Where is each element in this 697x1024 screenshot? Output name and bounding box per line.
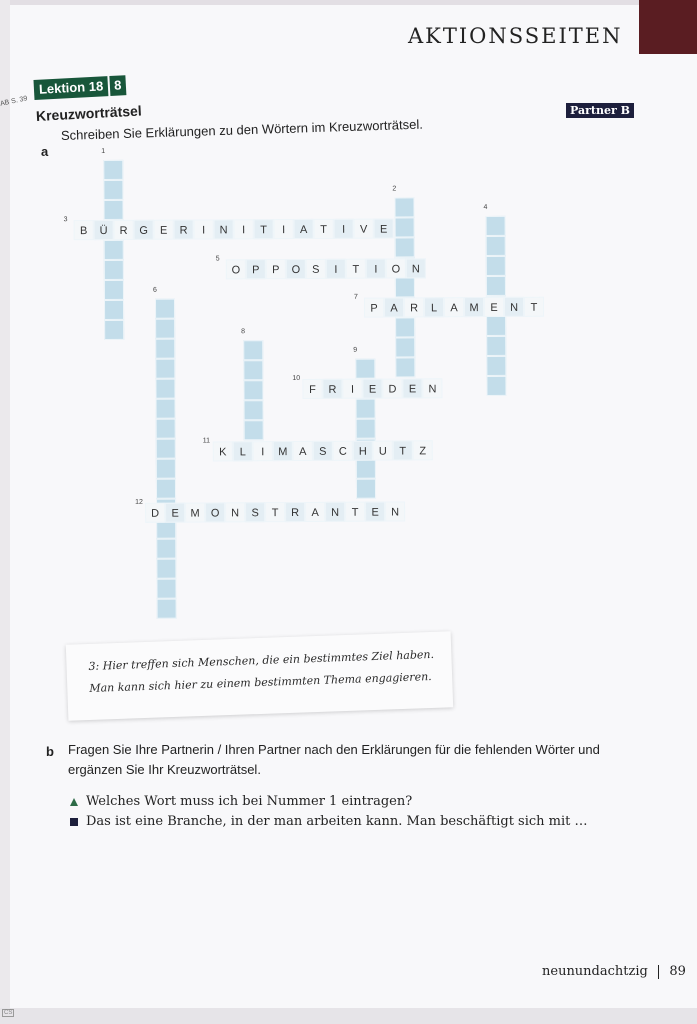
crossword-letter: A — [384, 297, 404, 317]
crossword-letter: T — [524, 297, 544, 317]
crossword-cell — [243, 380, 263, 400]
scan-bottom-strip — [0, 1008, 697, 1024]
scanner-logo: CS — [4, 1010, 13, 1016]
crossword-letter: I — [234, 219, 254, 239]
crossword-letter: L — [233, 441, 253, 461]
crossword-letter: R — [322, 379, 342, 399]
task-a-instruction: Schreiben Sie Erklärungen zu den Wörtern im Kreuzworträtsel. — [60, 116, 424, 143]
crossword-cell — [155, 359, 175, 379]
crossword-letter: T — [345, 502, 365, 522]
crossword-letter: H — [353, 441, 373, 461]
crossword-cell — [104, 320, 124, 340]
crossword-letter: E — [165, 503, 185, 523]
crossword-cell — [486, 276, 506, 296]
crossword-cell — [156, 459, 176, 479]
crossword-letter: N — [214, 219, 234, 239]
crossword-cell — [395, 317, 415, 337]
crossword-cell — [156, 559, 176, 579]
question-text: Welches Wort muss ich bei Nummer 1 eintragen? — [86, 794, 413, 809]
triangle-bullet-icon — [70, 798, 78, 806]
crossword-letter: I — [194, 219, 214, 239]
answer-text: Das ist eine Branche, in der man arbeiten kann. Man beschäftigt sich mit … — [86, 814, 588, 829]
crossword-letter: O — [226, 259, 246, 279]
page-footer — [542, 964, 686, 979]
crossword-cell — [243, 340, 263, 360]
task-b-instruction: Fragen Sie Ihre Partnerin / Ihren Partner nach den Erklärungen für die fehlenden Wörter und ergänzen Sie Ihr Kreuzworträtsel. — [68, 742, 600, 777]
page-word: neunundachtzig — [542, 964, 648, 979]
crossword-letter: K — [213, 441, 233, 461]
clue-number: 2 — [392, 185, 397, 193]
crossword-letter: U — [373, 441, 393, 461]
crossword-letter: Ü — [94, 220, 114, 240]
crossword-cell — [156, 399, 176, 419]
crossword-letter: I — [342, 379, 362, 399]
crossword-letter: R — [114, 220, 134, 240]
crossword-cell — [156, 579, 176, 599]
section-title: AKTIONSSEITEN — [408, 24, 623, 48]
clue-number: 9 — [353, 346, 358, 354]
crossword-cell — [103, 200, 123, 220]
crossword-letter: N — [325, 502, 345, 522]
crossword-cell — [356, 479, 376, 499]
crossword-letter: V — [354, 219, 374, 239]
crossword-cell — [156, 439, 176, 459]
crossword-letter: E — [362, 379, 382, 399]
crossword-letter: A — [294, 219, 314, 239]
crossword-letter: T — [393, 440, 413, 460]
crossword-letter: P — [266, 259, 286, 279]
crossword-letter: E — [374, 219, 394, 239]
crossword-letter: I — [366, 259, 386, 279]
clue-number: 10 — [292, 375, 301, 383]
crossword-cell — [486, 256, 506, 276]
crossword-letter: C — [333, 441, 353, 461]
clue-number: 11 — [202, 437, 211, 445]
clue-number: 7 — [353, 293, 358, 301]
crossword-letter: N — [422, 378, 442, 398]
crossword-letter: I — [274, 219, 294, 239]
crossword-cell — [395, 357, 415, 377]
task-b-letter: b — [46, 744, 54, 759]
crossword-cell — [103, 180, 123, 200]
explanation-note — [66, 631, 453, 720]
crossword-cell — [486, 316, 506, 336]
square-bullet-icon — [70, 818, 78, 826]
clue-number: 6 — [152, 286, 157, 294]
crossword-letter: P — [364, 298, 384, 318]
partner-badge: Partner B — [566, 103, 634, 118]
crossword-letter: T — [314, 219, 334, 239]
crossword-letter: A — [293, 441, 313, 461]
crossword-letter: S — [313, 441, 333, 461]
crossword-cell — [394, 197, 414, 217]
crossword-cell — [355, 359, 375, 379]
lesson-number: 8 — [110, 75, 126, 96]
crossword-letter: T — [265, 502, 285, 522]
crossword-cell — [155, 339, 175, 359]
crossword-cell — [395, 277, 415, 297]
crossword-cell — [155, 379, 175, 399]
crossword-letter: O — [205, 502, 225, 522]
crossword-letter: M — [464, 297, 484, 317]
crossword-cell — [103, 160, 123, 180]
crossword-letter: G — [134, 220, 154, 240]
note-line-2: Man kann sich hier zu einem bestimmten Thema engagieren. — [89, 669, 432, 695]
crossword-cell — [243, 360, 263, 380]
crossword-letter: T — [254, 219, 274, 239]
crossword-cell — [156, 419, 176, 439]
dialog-answer — [70, 814, 588, 829]
crossword-cell — [486, 236, 506, 256]
crossword-cell — [157, 599, 177, 619]
crossword-cell — [486, 336, 506, 356]
crossword-letter: D — [382, 378, 402, 398]
crossword-cell — [155, 319, 175, 339]
clue-number: 5 — [215, 255, 220, 263]
crossword-letter: N — [504, 297, 524, 317]
crossword-letter: O — [386, 258, 406, 278]
crossword-letter: S — [306, 259, 326, 279]
crossword-cell — [244, 400, 264, 420]
lesson-label: Lektion 18 — [33, 76, 108, 100]
crossword-letter: L — [424, 297, 444, 317]
crossword-cell — [486, 356, 506, 376]
crossword-cell — [104, 260, 124, 280]
crossword-letter: S — [245, 502, 265, 522]
crossword-cell — [395, 337, 415, 357]
crossword-cell — [486, 216, 506, 236]
footer-divider — [658, 965, 660, 979]
crossword-cell — [244, 420, 264, 440]
clue-number: 3 — [63, 216, 68, 224]
workbook-reference: AB S. 39 — [0, 95, 29, 108]
dialog-question — [70, 794, 412, 809]
crossword-letter: Z — [413, 440, 433, 460]
crossword-cell — [155, 299, 175, 319]
crossword-letter: N — [225, 502, 245, 522]
crossword-letter: T — [346, 259, 366, 279]
clue-number: 8 — [241, 328, 246, 336]
crossword-cell — [104, 280, 124, 300]
exercise-title: Kreuzworträtsel — [35, 102, 143, 124]
crossword-letter: M — [185, 502, 205, 522]
crossword-letter: E — [365, 502, 385, 522]
crossword-letter: F — [302, 379, 322, 399]
crossword-cell — [356, 419, 376, 439]
crossword-letter: I — [326, 259, 346, 279]
clue-number: 4 — [483, 204, 488, 212]
crossword-letter: D — [145, 503, 165, 523]
crossword-letter: M — [273, 441, 293, 461]
crossword-letter: I — [253, 441, 273, 461]
crossword-cell — [156, 479, 176, 499]
crossword-letter: A — [444, 297, 464, 317]
crossword-cell — [395, 237, 415, 257]
crossword-cell — [486, 376, 506, 396]
crossword-letter: R — [285, 502, 305, 522]
clue-number: 1 — [101, 148, 106, 156]
crossword-cell — [156, 539, 176, 559]
crossword-letter: E — [402, 378, 422, 398]
crossword-letter: N — [385, 501, 405, 521]
note-line-1: 3: Hier treffen sich Menschen, die ein bestimmtes Ziel haben. — [88, 647, 435, 673]
crossword-letter: O — [286, 259, 306, 279]
clue-number: 12 — [135, 498, 143, 506]
crossword-cell — [104, 240, 124, 260]
crossword-cell — [356, 399, 376, 419]
crossword-cell — [104, 300, 124, 320]
task-a-letter: a — [41, 144, 49, 159]
crossword-letter: B — [74, 220, 94, 240]
crossword-letter: R — [174, 220, 194, 240]
crossword-letter: R — [404, 297, 424, 317]
crossword-cell — [395, 217, 415, 237]
crossword-letter: N — [406, 258, 426, 278]
crossword-letter: P — [246, 259, 266, 279]
crossword-letter: E — [484, 297, 504, 317]
crossword-letter: E — [154, 220, 174, 240]
crossword-letter: I — [334, 219, 354, 239]
crossword-letter: A — [305, 502, 325, 522]
page-number: 89 — [669, 964, 686, 979]
